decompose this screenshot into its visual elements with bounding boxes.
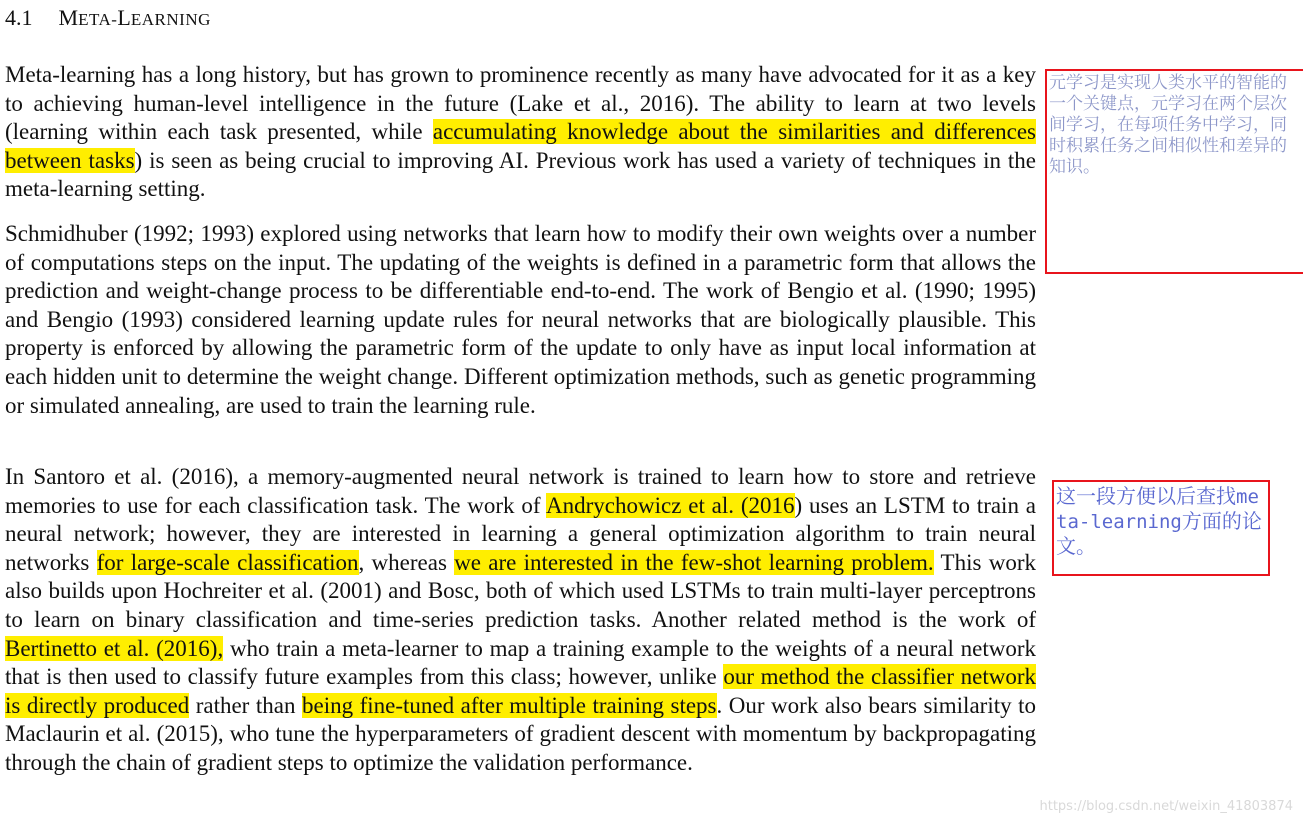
para3-text-2: ) uses an LSTM to train a neural network; however, they are interested in learning a general optimization algorithm to train neural networks: [5, 492, 1036, 575]
title-small-a: ETA: [78, 10, 112, 29]
paragraph-meta-learning-intro: [5, 61, 1036, 204]
section-number: 4.1: [5, 5, 33, 30]
para3-text-7: . Our work also bears similarity to Maclaurin et al. (2015), who tune the hyperparameters of gradient descent with momentum by backpropagating through the chain of gradient steps to optimize the validation performance.: [5, 692, 1037, 775]
highlight-large-scale: for large-scale classification: [96, 549, 359, 575]
paragraph-schmidhuber: Schmidhuber (1992; 1993) explored using networks that learn how to modify their own weights over a number of computations steps on the input. The updating of the weights is defined in a parametric form that allows the prediction and weight-change process to be differentiable end-to-end. The work of Bengio et al. (1990; 1995) and Bengio (1993) considered learning update rules for neural networks that are biologically plausible. This property is enforced by allowing the parametric form of the update to only have as input local information at each hidden unit to determine the weight change. Different optimization methods, such as genetic programming or simulated annealing, are used to train the learning rule.: [5, 221, 1036, 418]
para3-text-6: rather than: [189, 692, 302, 718]
section-heading: [5, 4, 211, 34]
highlight-bertinetto: Bertinetto et al. (2016),: [5, 635, 224, 661]
annotation-2-part-b: 方面的论文。: [1056, 509, 1262, 558]
para1-text-2: ) is seen as being crucial to improving AI. Previous work has used a variety of techniques in the meta-learning setting.: [5, 147, 1036, 202]
para3-text-5: who train a meta-learner to map a training example to the weights of a neural network that is then used to classify future examples from this class; however, unlike: [5, 635, 1036, 690]
para3-text-3: , whereas: [358, 549, 455, 575]
highlight-accumulating-knowledge: accumulating knowledge about the similarities and differences between tasks: [5, 119, 1036, 173]
highlight-andrychowicz: Andrychowicz et al. (2016: [546, 492, 795, 518]
highlight-fine-tuned: being fine-tuned after multiple training steps: [301, 692, 717, 718]
annotation-text-1: 元学习是实现人类水平的智能的一个关键点，元学习在两个层次间学习，在每项任务中学习，同时积累任务之间相似性和差异的知识。: [1049, 73, 1287, 177]
annotation-2-mono: meta-learning: [1056, 486, 1259, 533]
highlight-few-shot: we are interested in the few-shot learning problem.: [454, 549, 934, 575]
highlight-directly-produced: our method the classifier network is directly produced: [5, 664, 1036, 718]
annotation-text-2: [1056, 484, 1266, 558]
annotation-box-1[interactable]: [1045, 69, 1303, 274]
para3-text-4: This work also builds upon Hochreiter et al. (2001) and Bosc, both of which used LSTMs to train multi-layer perceptrons to learn on binary classification and time-series prediction tasks. Another related method is the work of: [5, 549, 1036, 632]
annotation-2-part-a: 这一段方便以后查找: [1056, 484, 1236, 508]
para3-text-1: In Santoro et al. (2016), a memory-augmented neural network is trained to learn how to store and retrieve memories to use for each classification task. The work of: [5, 464, 1036, 518]
title-cap-m: M: [58, 5, 79, 30]
annotation-box-2[interactable]: [1052, 480, 1270, 576]
para1-text-1: Meta-learning has a long history, but has grown to prominence recently as many have advocated for it as a key to achieving human-level intelligence in the future (Lake et al., 2016). The ability to learn at two levels (learning within each task presented, while: [5, 62, 1036, 145]
paragraph-santoro: [5, 463, 1036, 778]
title-dash: -: [111, 10, 118, 29]
watermark: https://blog.csdn.net/weixin_41803874: [1039, 799, 1293, 814]
title-cap-l: L: [117, 5, 131, 30]
title-small-b: EARNING: [130, 10, 211, 29]
